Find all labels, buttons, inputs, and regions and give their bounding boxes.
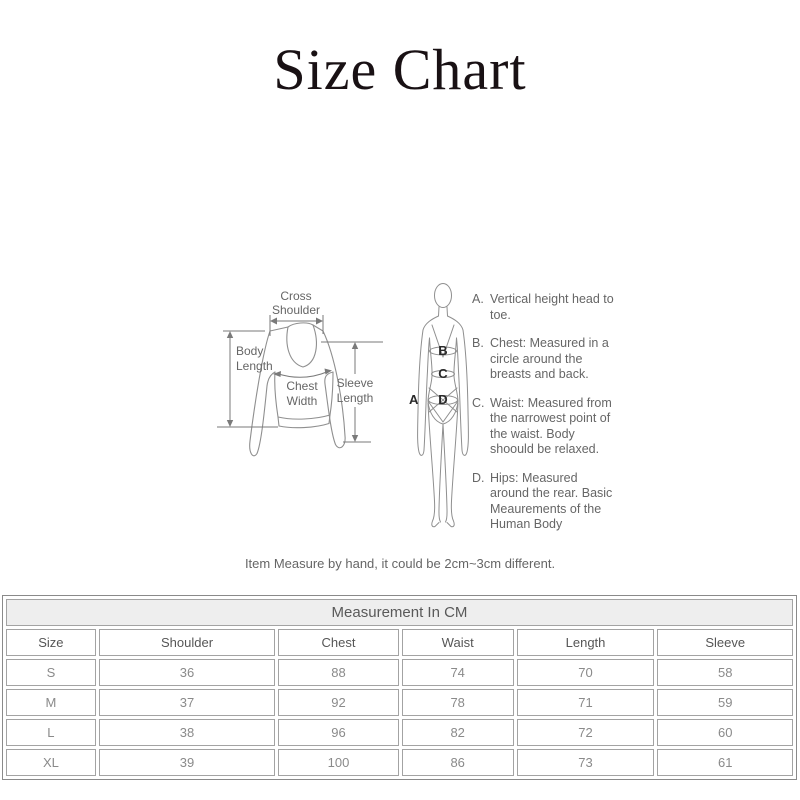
cell-sleeve: 61: [657, 749, 793, 776]
cell-length: 73: [517, 749, 655, 776]
column-header-chest: Chest: [278, 629, 399, 656]
cross-shoulder-label: Cross: [280, 289, 312, 303]
chest-width-label: Width: [286, 394, 318, 408]
marker-d: D: [438, 392, 448, 407]
guide-item-label: B.: [472, 336, 484, 350]
cell-size: M: [6, 689, 96, 716]
table-row-l: [6, 719, 793, 746]
garment-diagram: [203, 286, 398, 471]
guide-item-label: C.: [472, 395, 485, 410]
cross-shoulder-label: Shoulder: [271, 303, 321, 317]
cell-waist: 86: [402, 749, 514, 776]
guide-item-text: Waist: Measured from the narrowest point of the waist. Body shoould be relaxed.: [490, 395, 612, 456]
guide-item-a: [472, 292, 638, 323]
measure-guide: [472, 292, 638, 546]
table-caption-row: [6, 599, 793, 626]
sleeve-length-label: Sleeve: [336, 376, 374, 390]
cell-size: L: [6, 719, 96, 746]
measure-note: Item Measure by hand, it could be 2cm~3cm different.: [244, 556, 556, 571]
cell-chest: 88: [278, 659, 399, 686]
marker-a: A: [409, 392, 419, 407]
cell-sleeve: 58: [657, 659, 793, 686]
column-header-length: Length: [517, 629, 655, 656]
page-title: Size Chart: [273, 37, 527, 102]
chest-width-arrow: [273, 369, 332, 378]
table-title: Measurement In CM: [6, 599, 793, 626]
guide-item-d: [472, 471, 638, 533]
marker-b: B: [438, 343, 448, 358]
guide-item-text: Chest: Measured in a circle around the breasts and back.: [490, 336, 609, 381]
sleeve-length-label: Length: [336, 391, 374, 405]
column-header-size: Size: [6, 629, 96, 656]
chest-width-label: Chest: [286, 379, 318, 393]
cell-chest: 96: [278, 719, 399, 746]
table-row-xl: [6, 749, 793, 776]
guide-item-b: [472, 336, 638, 383]
cell-sleeve: 60: [657, 719, 793, 746]
size-table-wrap: [2, 595, 797, 780]
cell-size: XL: [6, 749, 96, 776]
body-length-label: Body: [236, 344, 264, 358]
cell-shoulder: 37: [99, 689, 275, 716]
cell-size: S: [6, 659, 96, 686]
cell-shoulder: 39: [99, 749, 275, 776]
cell-chest: 92: [278, 689, 399, 716]
guide-item-text: Hips: Measured around the rear. Basic Meaurements of the Human Body: [490, 470, 613, 531]
cell-sleeve: 59: [657, 689, 793, 716]
cell-shoulder: 36: [99, 659, 275, 686]
marker-c: C: [438, 366, 448, 381]
cell-length: 70: [517, 659, 655, 686]
guide-item-label: D.: [472, 470, 485, 485]
cell-length: 72: [517, 719, 655, 746]
body-length-label: Length: [236, 359, 273, 373]
body-figure-diagram: [408, 281, 480, 533]
guide-item-label: A.: [472, 292, 484, 306]
table-header-row: [6, 629, 793, 656]
column-header-waist: Waist: [402, 629, 514, 656]
cell-chest: 100: [278, 749, 399, 776]
table-row-s: [6, 659, 793, 686]
guide-item-text: Vertical height head to toe.: [490, 292, 614, 322]
cell-length: 71: [517, 689, 655, 716]
column-header-sleeve: Sleeve: [657, 629, 793, 656]
size-table: [2, 595, 797, 780]
cell-waist: 82: [402, 719, 514, 746]
cell-waist: 74: [402, 659, 514, 686]
table-row-m: [6, 689, 793, 716]
cell-waist: 78: [402, 689, 514, 716]
guide-item-c: [472, 396, 638, 458]
cell-shoulder: 38: [99, 719, 275, 746]
column-header-shoulder: Shoulder: [99, 629, 275, 656]
